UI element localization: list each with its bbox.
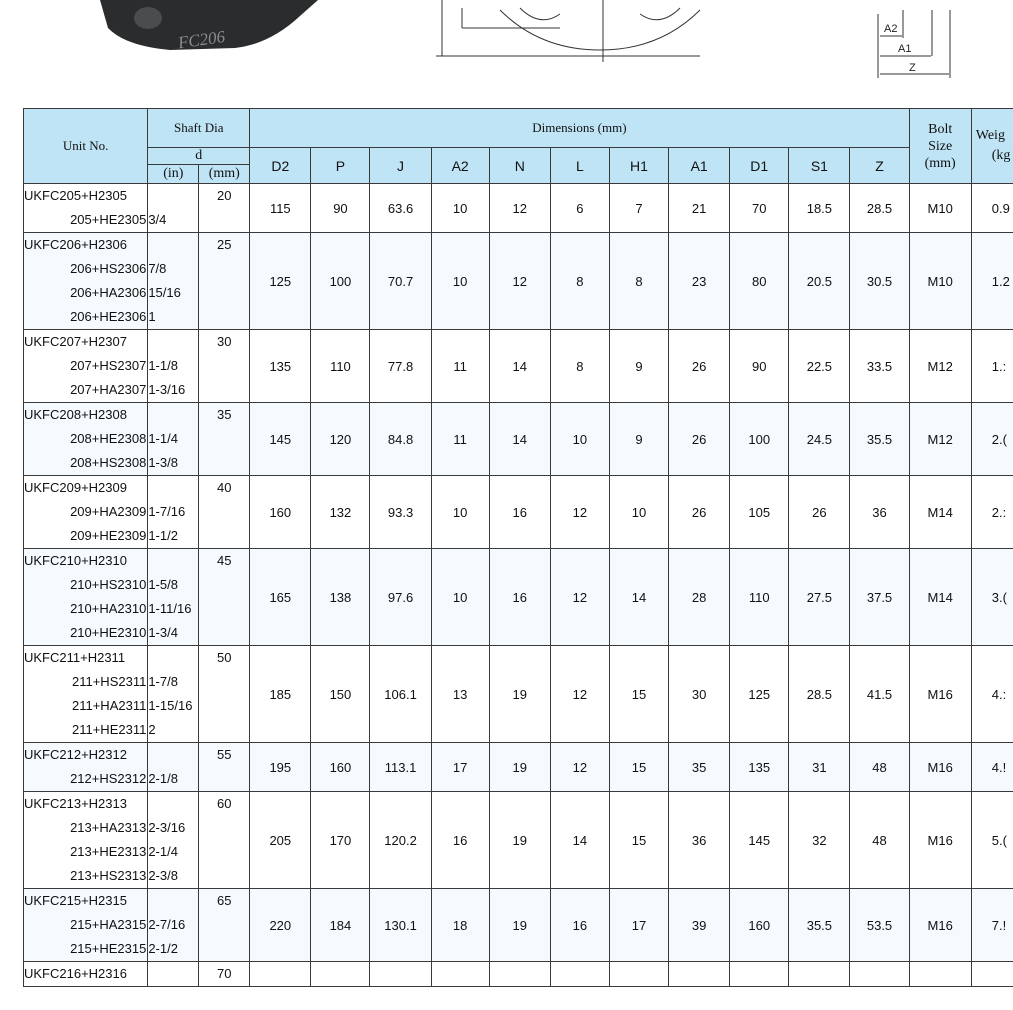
unit-variant: 205+HE2305 [70, 212, 147, 227]
unit-no-cell [24, 233, 148, 330]
weight-header-line: (kg [991, 148, 1011, 163]
shaft-inch-value [148, 233, 198, 257]
dimension-cell: 90 [311, 184, 370, 233]
unit-no: UKFC213+H2313 [24, 796, 127, 811]
shaft-inch-cell [148, 549, 199, 646]
dimension-cell: 7 [609, 184, 668, 233]
unit-variant: 215+HA2315 [70, 917, 147, 932]
shaft-dia-header: Shaft Dia [148, 109, 250, 148]
dimension-cell: 70 [730, 184, 789, 233]
dimension-cell: 19 [489, 889, 550, 962]
weight-cell: 1.2 [971, 233, 1013, 330]
bolt-size-cell: M16 [909, 646, 971, 743]
shaft-inch-value: 3/4 [148, 212, 167, 227]
dimension-cell: 160 [250, 476, 311, 549]
weight-cell: 0.9 [971, 184, 1013, 233]
dimension-cell [730, 962, 789, 987]
weight-cell: 2.: [971, 476, 1013, 549]
dimension-cell: 9 [609, 403, 668, 476]
unit-no-cell [24, 184, 148, 233]
dimension-cell: 15 [609, 743, 668, 792]
bolt-size-cell [909, 962, 971, 987]
shaft-mm-cell [199, 233, 250, 330]
shaft-mm-value: 50 [217, 650, 232, 665]
dimension-cell: 9 [609, 330, 668, 403]
unit-variant: 206+HA2306 [70, 285, 147, 300]
shaft-mm-value: 25 [217, 237, 232, 252]
dimension-cell: 184 [311, 889, 370, 962]
unit-no: UKFC209+H2309 [24, 480, 127, 495]
dimension-cell: 135 [250, 330, 311, 403]
unit-variant: 215+HE2315 [70, 941, 147, 956]
bolt-size-cell: M10 [909, 184, 971, 233]
dimension-cell: 19 [489, 743, 550, 792]
dimension-cell: 10 [431, 233, 489, 330]
dimension-cell: 100 [311, 233, 370, 330]
bolt-size-cell: M12 [909, 403, 971, 476]
dimension-cell: 22.5 [789, 330, 850, 403]
shaft-mm-cell [199, 646, 250, 743]
bolt-size-cell: M16 [909, 792, 971, 889]
dimension-cell: 23 [669, 233, 730, 330]
dimension-cell: 26 [669, 403, 730, 476]
dim-label-a2: A2 [884, 23, 898, 35]
table-header [24, 109, 1013, 184]
shaft-inch-cell [148, 476, 199, 549]
mm-header: (mm) [199, 165, 250, 184]
dimension-cell: 24.5 [789, 403, 850, 476]
dimension-cell: 77.8 [370, 330, 431, 403]
shaft-inch-cell [148, 962, 199, 987]
dimension-cell: 12 [550, 549, 609, 646]
unit-no-cell [24, 549, 148, 646]
dimension-cell [311, 962, 370, 987]
shaft-inch-cell [148, 403, 199, 476]
dimension-cell: 105 [730, 476, 789, 549]
weight-cell: 1.: [971, 330, 1013, 403]
dimension-cell: 110 [730, 549, 789, 646]
unit-no-cell [24, 403, 148, 476]
shaft-inch-value: 1-1/4 [148, 431, 178, 446]
table-row [24, 962, 1013, 987]
dimension-cell [550, 962, 609, 987]
shaft-inch-value: 1 [148, 309, 156, 324]
dimension-cell: 13 [431, 646, 489, 743]
bolt-size-header-line: Bolt [928, 121, 953, 137]
weight-header-line: Weig [975, 128, 1005, 143]
dimension-cell: 17 [431, 743, 489, 792]
dimension-cell: 12 [489, 233, 550, 330]
weight-cell: 2.( [971, 403, 1013, 476]
shaft-inch-value: 1-1/8 [148, 358, 178, 373]
unit-variant: 210+HA2310 [70, 601, 147, 616]
table-row [24, 646, 1013, 743]
weight-cell: 3.( [971, 549, 1013, 646]
dimension-cell: 26 [669, 330, 730, 403]
unit-no-cell [24, 889, 148, 962]
shaft-mm-cell [199, 549, 250, 646]
dimension-cell: 16 [431, 792, 489, 889]
dimension-cell: 18.5 [789, 184, 850, 233]
dimension-cell: 35.5 [789, 889, 850, 962]
unit-no: UKFC210+H2310 [24, 553, 127, 568]
dimension-cell: 18 [431, 889, 489, 962]
dimension-cell: 93.3 [370, 476, 431, 549]
weight-cell [971, 962, 1013, 987]
unit-no: UKFC211+H2311 [24, 650, 126, 665]
shaft-mm-value: 70 [217, 966, 232, 981]
table-row [24, 549, 1013, 646]
table-row [24, 889, 1013, 962]
dimension-cell: 8 [550, 233, 609, 330]
shaft-mm-cell [199, 476, 250, 549]
dimension-cell: 31 [789, 743, 850, 792]
dimensions-header: Dimensions (mm) [250, 109, 909, 148]
shaft-mm-cell [199, 889, 250, 962]
table-row [24, 476, 1013, 549]
dimension-cell: 110 [311, 330, 370, 403]
dimension-cell: 11 [431, 403, 489, 476]
bolt-size-cell: M10 [909, 233, 971, 330]
unit-no-cell [24, 962, 148, 987]
dimension-cell: 113.1 [370, 743, 431, 792]
dimension-cell: 28.5 [789, 646, 850, 743]
unit-no: UKFC216+H2316 [24, 966, 127, 981]
unit-variant: 208+HE2308 [70, 431, 147, 446]
shaft-inch-value: 1-1/2 [148, 528, 178, 543]
dim-col-h1: H1 [609, 148, 668, 184]
unit-variant: 210+HS2310 [70, 577, 147, 592]
unit-variant: 206+HS2306 [70, 261, 147, 276]
dim-col-j: J [370, 148, 431, 184]
dimension-cell: 115 [250, 184, 311, 233]
table-row [24, 743, 1013, 792]
shaft-inch-cell [148, 743, 199, 792]
unit-variant: 213+HE2313 [70, 844, 147, 859]
dimension-cell: 10 [431, 184, 489, 233]
unit-variant: 209+HA2309 [70, 504, 147, 519]
dimension-cell: 27.5 [789, 549, 850, 646]
shaft-inch-value: 1-3/16 [148, 382, 186, 397]
bolt-size-cell: M16 [909, 889, 971, 962]
bolt-size-header [909, 109, 971, 184]
dimension-cell: 21 [669, 184, 730, 233]
dimension-cell: 16 [550, 889, 609, 962]
dim-col-d2: D2 [250, 148, 311, 184]
bolt-size-cell: M12 [909, 330, 971, 403]
shaft-mm-value: 65 [217, 893, 232, 908]
shaft-inch-value: 2-7/16 [148, 917, 186, 932]
weight-cell: 4.! [971, 743, 1013, 792]
dimension-cell: 14 [550, 792, 609, 889]
dimension-cell [850, 962, 909, 987]
dimension-cell: 28 [669, 549, 730, 646]
dimension-cell: 205 [250, 792, 311, 889]
dimension-cell [789, 962, 850, 987]
dimension-cell [431, 962, 489, 987]
dimension-cell: 12 [550, 476, 609, 549]
shaft-mm-value: 60 [217, 796, 232, 811]
dim-label-z: Z [909, 62, 916, 74]
unit-variant: 213+HA2313 [70, 820, 147, 835]
dimension-cell: 19 [489, 792, 550, 889]
unit-variant: 213+HS2313 [70, 868, 147, 883]
shaft-inch-cell [148, 646, 199, 743]
dimension-cell: 10 [431, 476, 489, 549]
dimension-cell: 14 [609, 549, 668, 646]
dim-label-a1: A1 [898, 43, 912, 55]
dim-col-z: Z [850, 148, 909, 184]
shaft-inch-value [148, 889, 198, 913]
weight-cell: 4.: [971, 646, 1013, 743]
shaft-inch-value: 2-1/4 [148, 844, 178, 859]
unit-no-cell [24, 743, 148, 792]
dimension-cell: 36 [669, 792, 730, 889]
unit-variant: 207+HA2307 [70, 382, 147, 397]
dimension-cell: 26 [789, 476, 850, 549]
bolt-size-cell: M14 [909, 549, 971, 646]
shaft-inch-cell [148, 889, 199, 962]
dimension-cell: 12 [550, 743, 609, 792]
dimension-cell: 130.1 [370, 889, 431, 962]
table-row [24, 792, 1013, 889]
dimension-cell: 132 [311, 476, 370, 549]
dimension-cell: 48 [850, 743, 909, 792]
table-row [24, 233, 1013, 330]
dimension-cell: 15 [609, 646, 668, 743]
dimension-cell: 120.2 [370, 792, 431, 889]
housing-mark: FC206 [176, 26, 227, 53]
shaft-inch-value [148, 743, 198, 767]
dimension-cell: 35.5 [850, 403, 909, 476]
shaft-mm-value: 20 [217, 188, 232, 203]
dimension-cell: 20.5 [789, 233, 850, 330]
shaft-inch-value: 1-11/16 [148, 601, 192, 616]
dim-col-n: N [489, 148, 550, 184]
unit-variant: 208+HS2308 [70, 455, 147, 470]
dimension-cell: 12 [489, 184, 550, 233]
unit-no: UKFC208+H2308 [24, 407, 127, 422]
dimension-cell: 80 [730, 233, 789, 330]
shaft-inch-value: 2-1/2 [148, 941, 178, 956]
shaft-inch-cell [148, 233, 199, 330]
dimension-cell [250, 962, 311, 987]
unit-variant: 211+HS2311 [71, 674, 147, 689]
dimension-cell: 135 [730, 743, 789, 792]
inch-header: (in) [148, 165, 199, 184]
shaft-inch-value: 2 [148, 722, 156, 737]
dimension-cell: 220 [250, 889, 311, 962]
dimension-cell: 10 [550, 403, 609, 476]
table-row [24, 330, 1013, 403]
dimension-cell: 35 [669, 743, 730, 792]
dim-col-l: L [550, 148, 609, 184]
unit-no: UKFC205+H2305 [24, 188, 127, 203]
dimension-cell: 16 [489, 549, 550, 646]
shaft-inch-value [148, 184, 198, 208]
shaft-inch-value: 2-3/8 [148, 868, 178, 883]
dimension-cell: 10 [609, 476, 668, 549]
dimension-cell: 90 [730, 330, 789, 403]
shaft-mm-value: 30 [217, 334, 232, 349]
unit-variant: 212+HS2312 [70, 771, 147, 786]
dimension-cell: 26 [669, 476, 730, 549]
shaft-inch-cell [148, 184, 199, 233]
shaft-mm-cell [199, 184, 250, 233]
dimension-cell: 106.1 [370, 646, 431, 743]
dimension-cell: 48 [850, 792, 909, 889]
shaft-inch-value: 1-3/4 [148, 625, 178, 640]
shaft-mm-value: 45 [217, 553, 232, 568]
unit-variant: 210+HE2310 [70, 625, 147, 640]
dimension-cell: 30 [669, 646, 730, 743]
shaft-inch-cell [148, 792, 199, 889]
shaft-inch-value [148, 962, 198, 986]
shaft-mm-cell [199, 962, 250, 987]
dimension-cell: 8 [550, 330, 609, 403]
bolt-size-header-line: Size [928, 138, 953, 154]
shaft-inch-value: 15/16 [148, 285, 181, 300]
bolt-size-header-line: (mm) [924, 155, 956, 171]
dimension-cell: 15 [609, 792, 668, 889]
dimension-cell: 14 [489, 330, 550, 403]
shaft-mm-cell [199, 403, 250, 476]
spec-table [23, 108, 1013, 987]
shaft-inch-value [148, 646, 198, 670]
shaft-mm-cell [199, 330, 250, 403]
weight-cell: 7.! [971, 889, 1013, 962]
shaft-mm-value: 55 [217, 747, 232, 762]
dimension-cell: 17 [609, 889, 668, 962]
shaft-inch-value [148, 476, 198, 500]
dimension-cell: 36 [850, 476, 909, 549]
dim-col-p: P [311, 148, 370, 184]
shaft-inch-value: 1-15/16 [148, 698, 193, 713]
shaft-inch-value [148, 549, 198, 573]
dimension-cell: 39 [669, 889, 730, 962]
dimension-cell [489, 962, 550, 987]
dimension-cell: 19 [489, 646, 550, 743]
dimension-cell: 165 [250, 549, 311, 646]
unit-variant: 207+HS2307 [70, 358, 147, 373]
dimension-cell: 150 [311, 646, 370, 743]
dimension-cell: 28.5 [850, 184, 909, 233]
unit-variant: 211+HE2311 [71, 722, 147, 737]
shaft-inch-value [148, 330, 198, 354]
unit-variant: 209+HE2309 [70, 528, 147, 543]
dimension-cell: 16 [489, 476, 550, 549]
unit-no-cell [24, 792, 148, 889]
dimension-cell: 33.5 [850, 330, 909, 403]
shaft-inch-value [148, 792, 198, 816]
technical-drawing [0, 0, 1013, 95]
dim-col-a2: A2 [431, 148, 489, 184]
unit-no-cell [24, 330, 148, 403]
dimension-cell: 8 [609, 233, 668, 330]
unit-no-cell [24, 646, 148, 743]
dimension-cell: 97.6 [370, 549, 431, 646]
dimension-cell [370, 962, 431, 987]
d-header: d [148, 148, 250, 165]
unit-variant: 206+HE2306 [70, 309, 147, 324]
unit-no: UKFC212+H2312 [24, 747, 127, 762]
dim-col-d1: D1 [730, 148, 789, 184]
dimension-cell: 32 [789, 792, 850, 889]
shaft-inch-cell [148, 330, 199, 403]
unit-variant: 211+HA2311 [71, 698, 147, 713]
dimension-cell: 195 [250, 743, 311, 792]
shaft-mm-value: 35 [217, 407, 232, 422]
dimension-cell: 170 [311, 792, 370, 889]
table-body [24, 184, 1013, 987]
shaft-inch-value: 1-5/8 [148, 577, 178, 592]
shaft-inch-value: 1-7/16 [148, 504, 186, 519]
dimension-cell: 11 [431, 330, 489, 403]
shaft-inch-value: 2-1/8 [148, 771, 178, 786]
weight-header [971, 109, 1013, 184]
dimension-cell: 120 [311, 403, 370, 476]
unit-no: UKFC207+H2307 [24, 334, 127, 349]
dimension-cell: 14 [489, 403, 550, 476]
shaft-inch-value: 2-3/16 [148, 820, 186, 835]
unit-no-header: Unit No. [24, 109, 148, 184]
dim-col-s1: S1 [789, 148, 850, 184]
dimension-cell: 10 [431, 549, 489, 646]
shaft-inch-value: 7/8 [148, 261, 167, 276]
shaft-mm-cell [199, 743, 250, 792]
dimension-cell: 37.5 [850, 549, 909, 646]
unit-no: UKFC206+H2306 [24, 237, 127, 252]
shaft-inch-value: 1-7/8 [148, 674, 178, 689]
bolt-size-cell: M14 [909, 476, 971, 549]
shaft-mm-cell [199, 792, 250, 889]
dimension-cell: 145 [250, 403, 311, 476]
dimension-cell: 41.5 [850, 646, 909, 743]
dim-col-a1: A1 [669, 148, 730, 184]
dimension-cell: 160 [311, 743, 370, 792]
bolt-size-cell: M16 [909, 743, 971, 792]
dimension-cell: 160 [730, 889, 789, 962]
dimension-cell [669, 962, 730, 987]
dimension-cell: 70.7 [370, 233, 431, 330]
dimension-cell: 185 [250, 646, 311, 743]
dimension-cell: 138 [311, 549, 370, 646]
dimension-cell: 125 [730, 646, 789, 743]
dimension-cell: 6 [550, 184, 609, 233]
dimension-cell: 125 [250, 233, 311, 330]
weight-cell: 5.( [971, 792, 1013, 889]
shaft-mm-value: 40 [217, 480, 232, 495]
table-row [24, 184, 1013, 233]
unit-no: UKFC215+H2315 [24, 893, 127, 908]
dimension-cell: 63.6 [370, 184, 431, 233]
shaft-inch-value: 1-3/8 [148, 455, 178, 470]
dimension-cell: 30.5 [850, 233, 909, 330]
dimension-cell: 12 [550, 646, 609, 743]
dimension-cell [609, 962, 668, 987]
unit-no-cell [24, 476, 148, 549]
dimension-cell: 145 [730, 792, 789, 889]
dimension-cell: 100 [730, 403, 789, 476]
dimension-cell: 84.8 [370, 403, 431, 476]
table-row [24, 403, 1013, 476]
dimension-cell: 53.5 [850, 889, 909, 962]
shaft-inch-value [148, 403, 198, 427]
